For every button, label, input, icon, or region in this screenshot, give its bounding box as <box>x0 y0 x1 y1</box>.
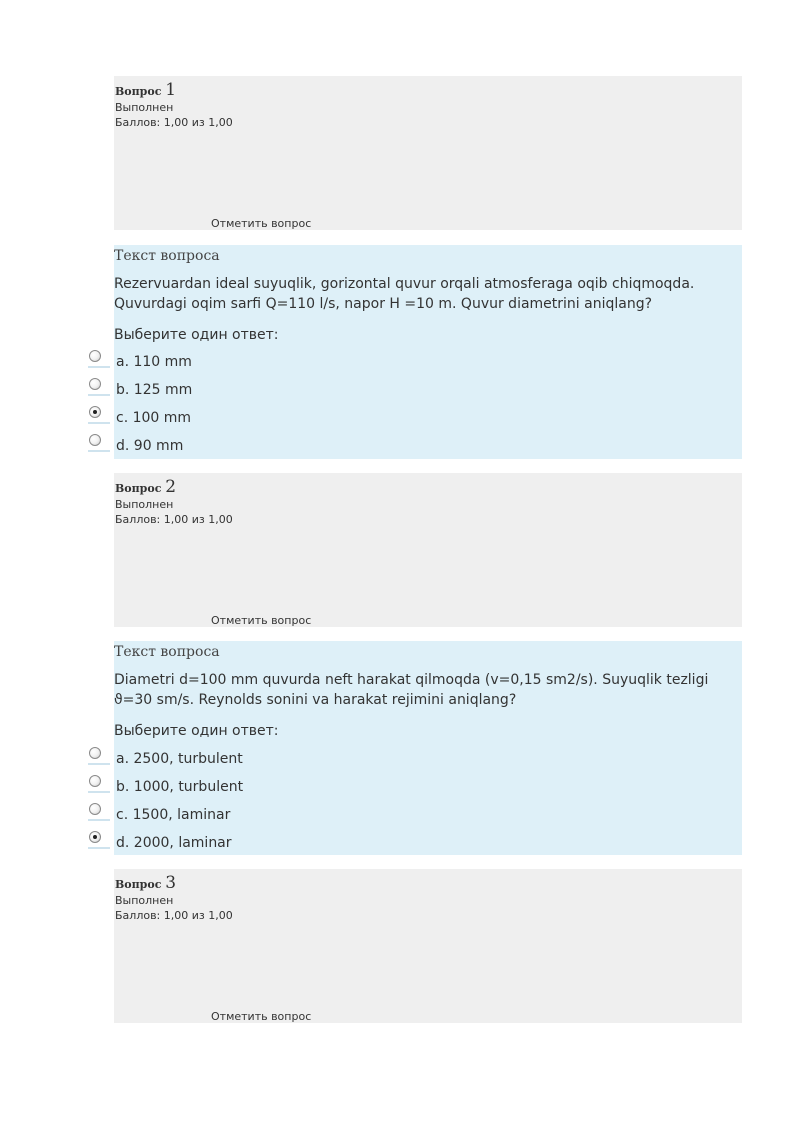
question-content <box>114 641 742 855</box>
answer-option-d[interactable] <box>88 831 388 855</box>
question-grade: Баллов: 1,00 из 1,00 <box>115 513 233 526</box>
question-info <box>114 869 742 1023</box>
answer-option-b[interactable] <box>88 378 388 402</box>
answer-option-c[interactable] <box>88 803 388 827</box>
flag-question-link[interactable]: Отметить вопрос <box>211 614 312 627</box>
answer-label: c. 1500, laminar <box>116 807 231 823</box>
answer-option-d[interactable] <box>88 434 388 458</box>
option-divider <box>88 450 110 452</box>
question-info <box>114 473 742 627</box>
question-number: Вопрос 1 <box>115 80 177 100</box>
radio-button[interactable] <box>89 350 101 362</box>
radio-button-selected[interactable] <box>89 406 101 418</box>
option-divider <box>88 847 110 849</box>
answer-prompt: Выберите один ответ: <box>114 723 279 739</box>
question-state: Выполнен <box>115 894 174 907</box>
radio-button[interactable] <box>89 378 101 390</box>
question-state: Выполнен <box>115 498 174 511</box>
answer-label: a. 2500, turbulent <box>116 751 243 767</box>
answer-label: d. 2000, laminar <box>116 835 232 851</box>
option-divider <box>88 422 110 424</box>
question-grade: Баллов: 1,00 из 1,00 <box>115 909 233 922</box>
question-text: Rezervuardan ideal suyuqlik, gorizontal quvur orqali atmosferaga oqib chiqmoqda. Quvurdagi oqim sarfi Q=110 l/s, napor H =10 m. Quvur diametrini aniqlang? <box>114 276 695 312</box>
radio-button-selected[interactable] <box>89 831 101 843</box>
question-grade: Баллов: 1,00 из 1,00 <box>115 116 233 129</box>
question-number: Вопрос 3 <box>115 873 177 893</box>
option-divider <box>88 763 110 765</box>
option-divider <box>88 791 110 793</box>
answer-option-a[interactable] <box>88 350 388 374</box>
answer-option-c[interactable] <box>88 406 388 430</box>
radio-button[interactable] <box>89 775 101 787</box>
radio-button[interactable] <box>89 803 101 815</box>
question-text-title: Текст вопроса <box>114 644 220 660</box>
question-info <box>114 76 742 230</box>
option-divider <box>88 819 110 821</box>
radio-button[interactable] <box>89 434 101 446</box>
question-number: Вопрос 2 <box>115 477 177 497</box>
question-state: Выполнен <box>115 101 174 114</box>
answer-label: c. 100 mm <box>116 410 192 426</box>
answer-option-a[interactable] <box>88 747 388 771</box>
question-content <box>114 245 742 459</box>
option-divider <box>88 366 110 368</box>
answer-label: b. 125 mm <box>116 382 193 398</box>
question-text-title: Текст вопроса <box>114 248 220 264</box>
option-divider <box>88 394 110 396</box>
answer-option-b[interactable] <box>88 775 388 799</box>
answer-prompt: Выберите один ответ: <box>114 327 279 343</box>
answer-label: a. 110 mm <box>116 354 192 370</box>
answer-label: b. 1000, turbulent <box>116 779 244 795</box>
flag-question-link[interactable]: Отметить вопрос <box>211 1010 312 1023</box>
question-text: Diametri d=100 mm quvurda neft harakat qilmoqda (v=0,15 sm2/s). Suyuqlik tezligi ϑ=30 sm/s. Reynolds sonini va harakat rejimini aniqlang? <box>114 672 709 708</box>
answer-label: d. 90 mm <box>116 438 184 454</box>
flag-question-link[interactable]: Отметить вопрос <box>211 217 312 230</box>
radio-button[interactable] <box>89 747 101 759</box>
